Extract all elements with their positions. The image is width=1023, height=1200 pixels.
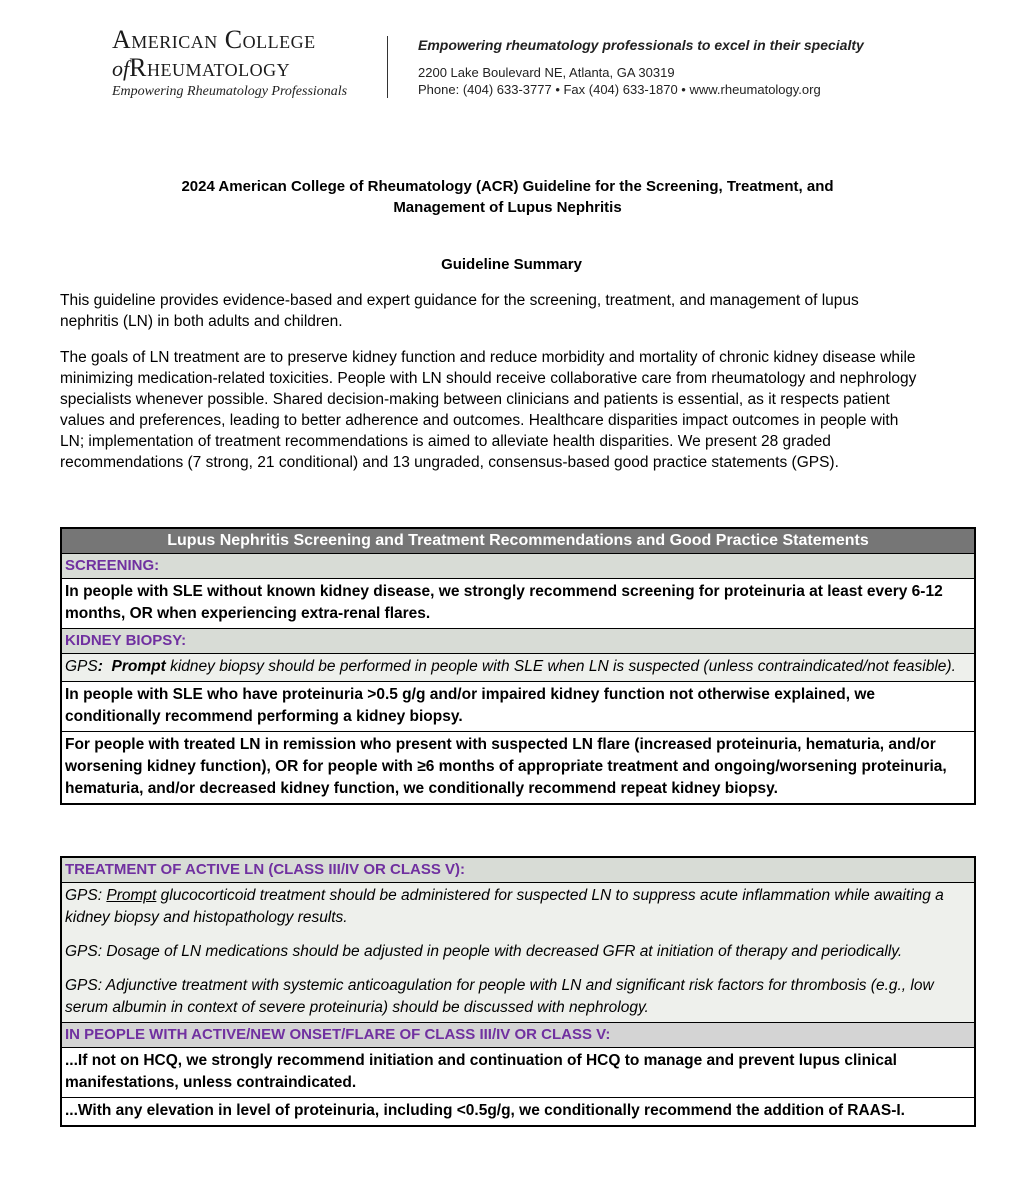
recommendations-table-2 <box>60 856 976 1127</box>
gps-prompt-biopsy <box>62 654 974 682</box>
gps-prompt-word: Prompt <box>111 658 166 675</box>
logo-rheumatology: Rheumatology <box>129 53 291 82</box>
gps-dosage: GPS: Dosage of LN medications should be adjusted in people with decreased GFR at initiation of therapy and periodically. <box>65 943 903 960</box>
letterhead-slogan: Empowering rheumatology professionals to excel in their specialty <box>418 37 864 53</box>
logo-of: of <box>112 56 130 81</box>
title-line1: 2024 American College of Rheumatology (ACR) Guideline for the Screening, Treatment, and <box>181 178 834 195</box>
section-kidney-biopsy: KIDNEY BIOPSY: <box>62 629 974 654</box>
logo-line1: American College <box>112 25 316 54</box>
section-treatment-active-ln: TREATMENT OF ACTIVE LN (CLASS III/IV OR CLASS V): <box>62 858 974 883</box>
recommendation-repeat-biopsy: For people with treated LN in remission who present with suspected LN flare (increased proteinuria, hematuria, and/or worsening kidney function), OR for people with ≥6 months of appropriate treatment and ongoing/worsening proteinuria, hematuria, and/or decreased kidney function, we conditionally recommend repeat kidney biopsy. <box>65 736 947 797</box>
letterhead-divider <box>387 36 388 98</box>
recommendation-hcq: ...If not on HCQ, we strongly recommend initiation and continuation of HCQ to manage and prevent lupus clinical manifestations, unless contraindicated. <box>62 1048 974 1098</box>
gps-group-treatment <box>62 883 974 1023</box>
acr-logo <box>112 26 372 101</box>
title-line2: Management of Lupus Nephritis <box>393 199 622 216</box>
logo-line2 <box>112 54 372 83</box>
gps-label: GPS <box>65 658 98 675</box>
summary-heading: Guideline Summary <box>441 256 582 273</box>
gps-colon: : <box>97 658 103 675</box>
gps-glucocorticoid <box>65 885 971 929</box>
recommendation-raas-i: ...With any elevation in level of proteinuria, including <0.5g/g, we conditionally recommend the addition of RAAS-I. <box>65 1102 905 1119</box>
letterhead-address: 2200 Lake Boulevard NE, Atlanta, GA 30319 <box>418 65 675 80</box>
intro-paragraph: This guideline provides evidence-based and expert guidance for the screening, treatment, and management of lupus nephritis (LN) in both adults and children. <box>60 292 859 330</box>
section-screening: SCREENING: <box>62 554 974 579</box>
recommendations-table-1 <box>60 527 976 805</box>
gps-anticoagulation: GPS: Adjunctive treatment with systemic anticoagulation for people with LN and significant risk factors for thrombosis (e.g., low serum albumin in context of severe proteinuria) should be discussed with nephrology. <box>65 977 934 1016</box>
table-header: Lupus Nephritis Screening and Treatment Recommendations and Good Practice Statements <box>62 529 974 554</box>
recommendation-biopsy-proteinuria: In people with SLE who have proteinuria >0.5 g/g and/or impaired kidney function not otherwise explained, we conditionally recommend performing a kidney biopsy. <box>62 682 974 732</box>
gps-text: kidney biopsy should be performed in people with SLE when LN is suspected (unless contraindicated/not feasible). <box>165 658 956 675</box>
logo-tagline: Empowering Rheumatology Professionals <box>112 84 348 99</box>
recommendation-screening: In people with SLE without known kidney disease, we strongly recommend screening for proteinuria at least every 6-12 months, OR when experiencing extra-renal flares. <box>62 579 974 629</box>
gps-label: GPS: <box>65 887 107 904</box>
letterhead-contact: Phone: (404) 633-3777 • Fax (404) 633-1870 • www.rheumatology.org <box>418 82 821 97</box>
gps-text: glucocorticoid treatment should be administered for suspected LN to suppress acute inflammation while awaiting a kidney biopsy and histopathology results. <box>65 887 944 926</box>
goals-paragraph: The goals of LN treatment are to preserve kidney function and reduce morbidity and mortality of chronic kidney disease while minimizing medication-related toxicities. People with LN should receive collaborative care from rheumatology and nephrology specialists whenever possible. Shared decision-making between clinicians and patients is essential, as it respects patient values and preferences, leading to better adherence and outcomes. Healthcare disparities impact outcomes in people with LN; implementation of treatment recommendations is aimed to alleviate health disparities. We present 28 graded recommendations (7 strong, 21 conditional) and 13 ungraded, consensus-based good practice statements (GPS). <box>60 349 917 471</box>
section-active-new-onset-flare: IN PEOPLE WITH ACTIVE/NEW ONSET/FLARE OF CLASS III/IV OR CLASS V: <box>62 1023 974 1048</box>
gps-prompt-underlined: Prompt <box>106 887 157 904</box>
letterhead <box>112 26 872 106</box>
letterhead-info <box>418 36 878 98</box>
document-title <box>100 176 915 218</box>
